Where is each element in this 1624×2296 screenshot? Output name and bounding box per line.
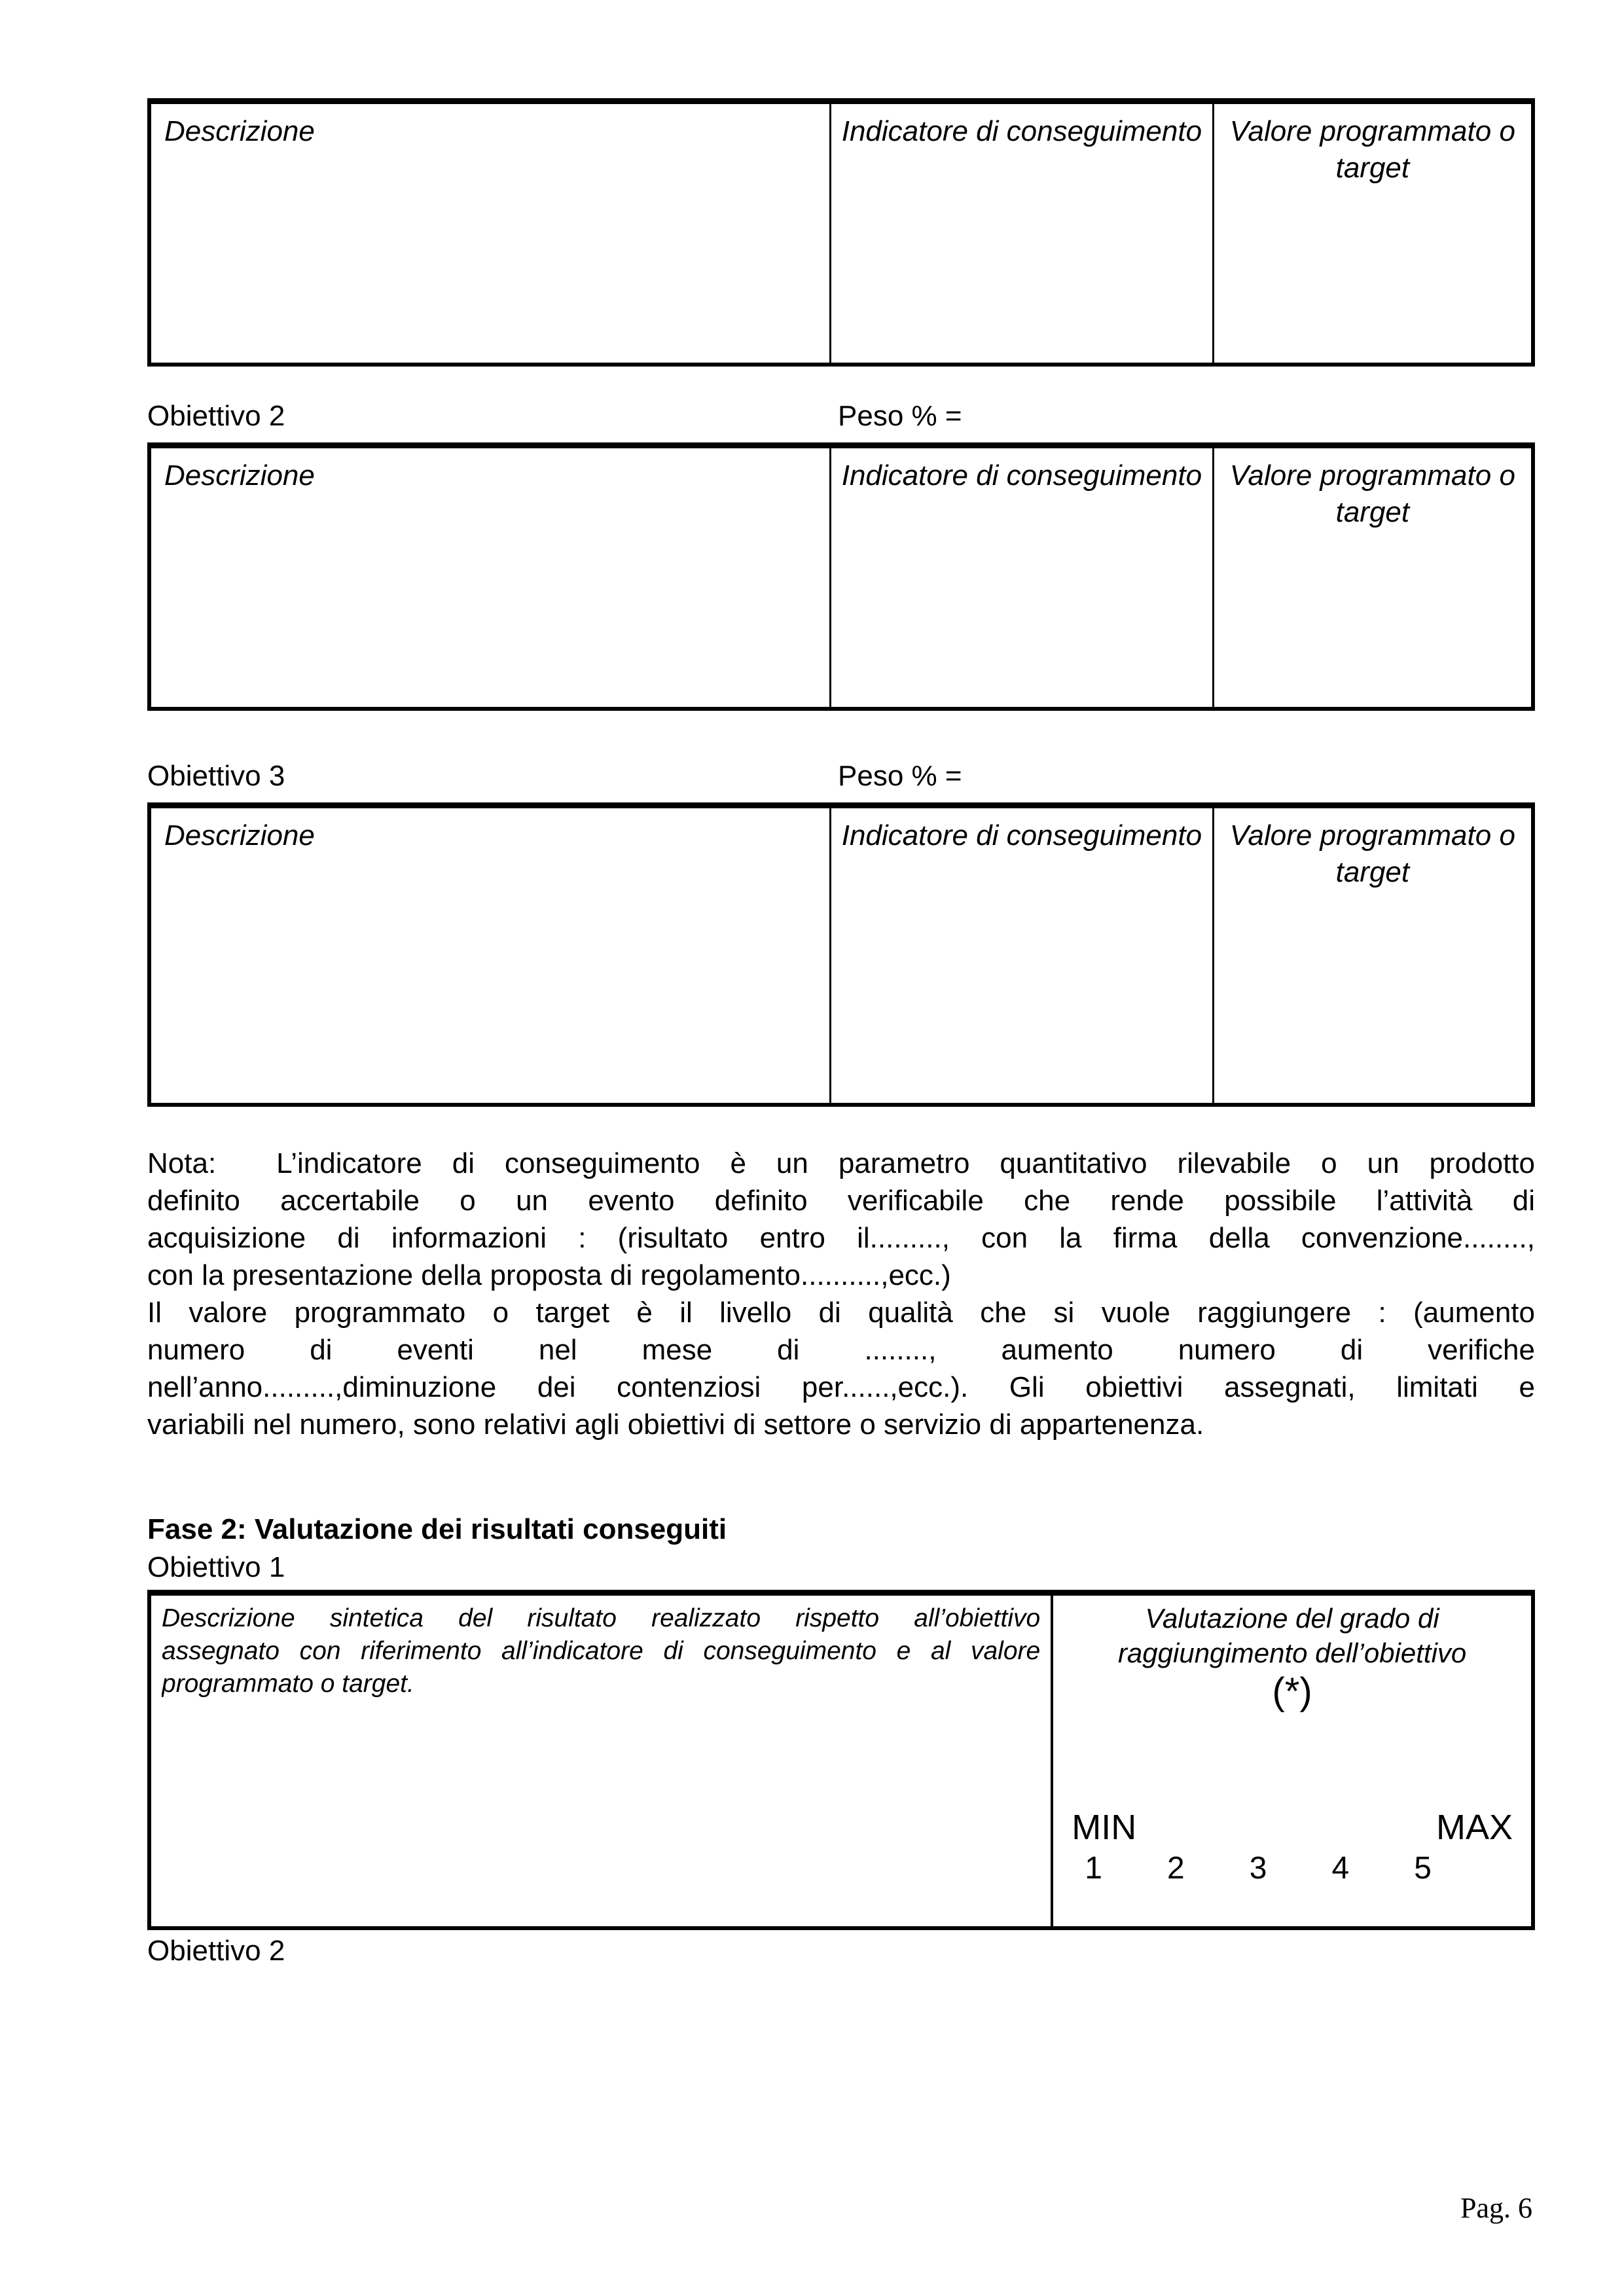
nota-line: definito accertabile o un evento definito verificabile che rende possibile l’attività di <box>147 1185 1535 1217</box>
objective-3-peso-label: Peso % = <box>838 760 962 792</box>
evaluation-rating-cell <box>1051 1596 1531 1926</box>
nota-line: numero di eventi nel mese di ........, aumento numero di verifiche <box>147 1334 1535 1366</box>
objective-3-descrizione-header: Descrizione <box>164 819 315 852</box>
scale-value-4: 4 <box>1331 1851 1350 1886</box>
min-max-row <box>1053 1807 1531 1848</box>
objective-3-indicatore-header: Indicatore di conseguimento <box>829 808 1212 1103</box>
evaluation-description-line: Descrizione sintetica del risultato realizzato rispetto all’obiettivo <box>162 1604 1041 1632</box>
min-label: MIN <box>1072 1808 1137 1847</box>
objective-1-table <box>147 98 1535 367</box>
evaluation-description-line: programmato o target. <box>162 1670 414 1698</box>
page-content <box>147 0 1535 1969</box>
scale-value-3: 3 <box>1249 1851 1267 1886</box>
fase2-objective-2-label: Obiettivo 2 <box>147 1935 285 1967</box>
objective-3-label-row <box>147 758 1535 795</box>
fase2-objective-1-label: Obiettivo 1 <box>147 1551 285 1583</box>
objective-1-valore-header: Valore programmato o target <box>1212 104 1531 363</box>
nota-line: acquisizione di informazioni : (risultato entro il........., con la firma della convenzione........, <box>147 1222 1535 1254</box>
evaluation-description-cell <box>151 1596 1051 1926</box>
fase2-heading: Fase 2: Valutazione dei risultati conseguiti <box>147 1513 727 1545</box>
objective-3-label: Obiettivo 3 <box>147 760 285 792</box>
evaluation-rating-title-line1: Valutazione del grado di <box>1145 1603 1439 1634</box>
nota-line: Il valore programmato o target è il livello di qualità che si vuole raggiungere : (aumento <box>147 1297 1535 1329</box>
rating-scale-row <box>1053 1849 1531 1888</box>
objective-2-peso-label: Peso % = <box>838 400 962 432</box>
objective-1-indicatore-header: Indicatore di conseguimento <box>829 104 1212 363</box>
nota-line: Nota: L’indicatore di conseguimento è un parametro quantitativo rilevabile o un prodotto <box>147 1147 1535 1179</box>
max-label: MAX <box>1435 1808 1513 1847</box>
objective-2-label-row <box>147 398 1535 435</box>
evaluation-asterisk-note: (*) <box>1272 1670 1312 1713</box>
objective-2-valore-header: Valore programmato o target <box>1212 448 1531 707</box>
objective-2-label: Obiettivo 2 <box>147 400 285 432</box>
evaluation-description-line: assegnato con riferimento all’indicatore di conseguimento e al valore <box>162 1637 1041 1665</box>
page-number: Pag. 6 <box>1460 2192 1532 2224</box>
scale-value-2: 2 <box>1166 1851 1185 1886</box>
nota-block <box>147 1145 1535 1443</box>
nota-line: variabili nel numero, sono relativi agli obiettivi di settore o servizio di appartenenza. <box>147 1408 1204 1441</box>
scale-value-1: 1 <box>1085 1851 1102 1886</box>
evaluation-rating-title-line2: raggiungimento dell’obiettivo <box>1117 1638 1467 1668</box>
scale-value-5: 5 <box>1414 1851 1432 1886</box>
objective-3-table <box>147 802 1535 1107</box>
objective-2-indicatore-header: Indicatore di conseguimento <box>829 448 1212 707</box>
nota-line: con la presentazione della proposta di regolamento..........,ecc.) <box>147 1259 951 1291</box>
evaluation-table <box>147 1590 1535 1930</box>
objective-2-descrizione-header: Descrizione <box>164 459 315 492</box>
objective-1-descrizione-header: Descrizione <box>164 115 315 147</box>
objective-2-table <box>147 442 1535 711</box>
nota-line: nell’anno.........,diminuzione dei contenziosi per......,ecc.). Gli obiettivi assegnati, limitati e <box>147 1371 1535 1403</box>
objective-3-valore-header: Valore programmato o target <box>1212 808 1531 1103</box>
